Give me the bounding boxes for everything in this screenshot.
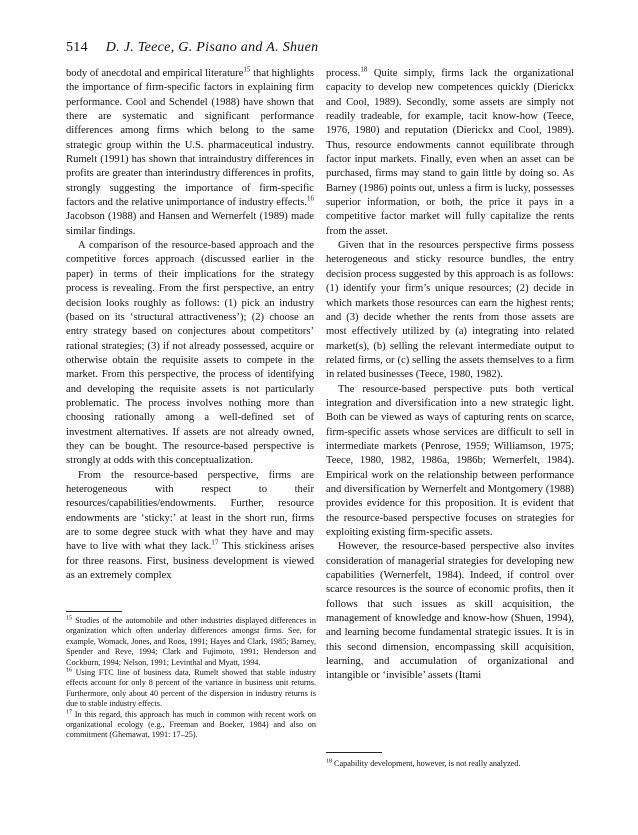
running-header — [66, 40, 318, 56]
right-column — [326, 67, 574, 684]
paragraph: From the resource-based perspective, firms are heterogeneous with respect to their resources/capabilities/endowments. Further, resource endowments are ‘sticky:’ at least in the short run, firms are to some degree stuck with what they have and may have to live with what they lack.$^{17}$ This stickiness arises for three reasons. First, business development is viewed as an extremely complex — [66, 469, 314, 582]
paragraph: The resource-based perspective puts both vertical integration and diversification into a new strategic light. Both can be viewed as ways of capturing rents on scarce, firm-specific assets whose services are difficult to sell in intermediate markets (Penrose, 1959; Williamson, 1975; Teece, 1980, 1982, 1986a, 1986b; Wernerfelt, 1984). Empirical work on the relationship between performance and diversification by Wernerfelt and Montgomery (1988) provides evidence for this proposition. It is evident that the resource-based perspective focuses on strategies for exploiting existing firm-specific assets. — [326, 383, 574, 538]
footnote: $^{15}$ Studies of the automobile and other industries displayed differences in organization which often underlay differences amongst firms. See, for example, Womack, Jones, and Roos, 1991; Hayes and Clark, 1985; Barney, Spender and Reve, 1994; Clark and Fujimoto, 1991; Henderson and Cockburn, 1994; Nelson, 1991; Levinthal and Myatt, 1994. — [66, 615, 316, 667]
paragraph: body of anecdotal and empirical literature$^{15}$ that highlights the importance of firm-specific factors in explaining firm performance. Cool and Schendel (1988) have shown that there are systematic and significant performance differences among firms which belong to the same strategic group within the U.S. pharmaceutical industry. Rumelt (1991) has shown that intraindustry differences in profits are greater than interindustry differences in profits, strongly suggesting the importance of firm-specific factors and the relative unimportance of industry effects.$^{16}$ Jacobson (1988) and Hansen and Wernerfelt (1989) made similar findings. — [66, 65, 315, 237]
left-footnotes — [66, 616, 316, 741]
footnote: $^{16}$ Using FTC line of business data, Rumelt showed that stable industry effects account for only 8 percent of the variance in business unit returns. Furthermore, only about 40 percent of the dispersion in industry returns is due to stable industry effects. — [66, 667, 316, 709]
right-footnotes — [326, 759, 576, 769]
running-authors: D. J. Teece, G. Pisano and A. Shuen — [105, 40, 319, 55]
paragraph: Given that in the resources perspective firms possess heterogeneous and sticky resource bundles, the entry decision process suggested by this approach is as follows: (1) identify your firm’s unique resources; (2) decide in which markets those resources can earn the highest rents; and (3) decide whether the rents from those assets are most effectively utilized by (a) integrating into related market(s), (b) selling the relevant intermediate output to related firms, or (c) selling the assets themselves to a firm in related businesses (Teece, 1980, 1982). — [326, 240, 574, 381]
paragraph: process.$^{18}$ Quite simply, firms lack the organizational capacity to develop new competences quickly (Dierickx and Cool, 1989). Secondly, some assets are simply not readily tradeable, for example, tacit know-how (Teece, 1976, 1980) and reputation (Dierickx and Cool, 1989). Thus, resource endowments cannot equilibrate through factor input markets. Finally, even when an asset can be purchased, firms may stand to gain little by doing so. As Barney (1986) points out, unless a firm is lucky, possesses superior information, or both, the price it pays in a competitive factor market will fully capitalize the rents from the asset. — [326, 65, 574, 237]
footnote-divider — [66, 611, 122, 612]
footnote-divider — [326, 752, 382, 753]
footnote-ref: 16 — [307, 194, 314, 203]
footnote: $^{18}$ Capability development, however, is not really analyzed. — [326, 758, 521, 768]
left-column — [66, 67, 314, 583]
paragraph: A comparison of the resource-based approach and the competitive forces approach (discussed earlier in the paper) in terms of their implications for the strategy process is revealing. From the first perspective, an entry decision looks roughly as follows: (1) pick an industry (based on its ‘structural attractiveness’); (2) choose an entry strategy based on conjectures about competitors’ rational strategies; (3) if not already possessed, acquire or otherwise obtain the requisite assets to compete in the market. From this perspective, the process of identifying and developing the requisite assets is not particularly problematic. The process involves nothing more than choosing rationally among a well-defined set of investment alternatives. If assets are not already owned, they can be bought. The resource-based perspective is strongly at odds with this conceptualization. — [66, 240, 314, 467]
footnote: $^{17}$ In this regard, this approach has much in common with recent work on organizational ecology (e.g., Freeman and Boeker, 1984) and also on commitment (Ghemawat, 1991: 17–25). — [66, 708, 316, 740]
page-number: 514 — [66, 40, 88, 55]
paragraph: However, the resource-based perspective also invites consideration of managerial strategies for developing new capabilities (Wernerfelt, 1984). Indeed, if control over scarce resources is the source of economic profits, then it follows that such issues as skill acquisition, the management of knowledge and know-how (Shuen, 1994), and learning become fundamental strategic issues. It is in this second dimension, encompassing skill acquisition, learning, and accumulation of organizational and intangible or ‘invisible’ assets (Itami — [326, 541, 574, 682]
footnote-ref: 15 — [243, 65, 251, 74]
footnote-ref: 17 — [211, 538, 219, 547]
footnote-ref: 18 — [360, 65, 368, 74]
